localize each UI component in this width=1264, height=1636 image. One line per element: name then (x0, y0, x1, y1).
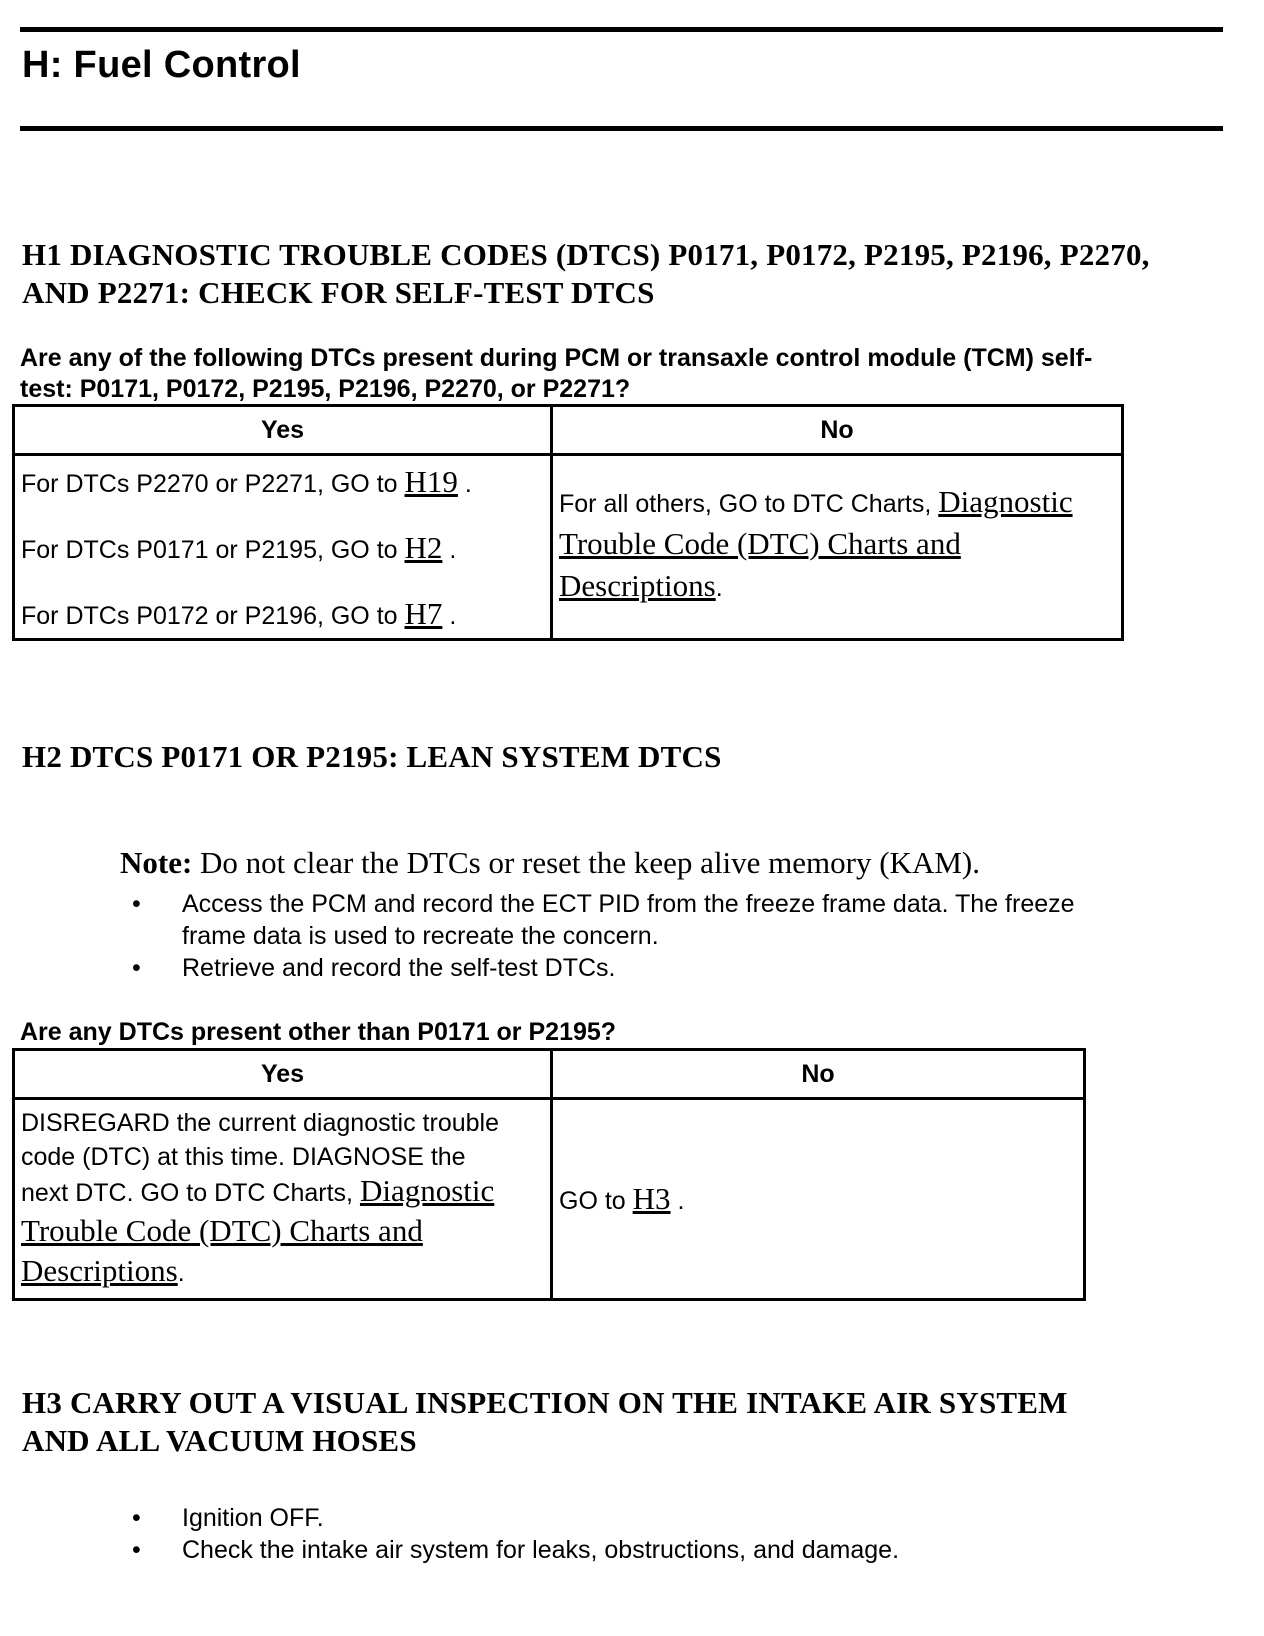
section-h2-heading: H2 DTCS P0171 OR P2195: LEAN SYSTEM DTCS (22, 739, 722, 774)
link-h7[interactable]: H7 (404, 596, 443, 631)
h3-bullet-list (132, 1502, 1192, 1566)
heading-line: AND ALL VACUUM HOSES (22, 1423, 417, 1458)
link-dtc-charts[interactable]: Diagnostic Trouble Code (DTC) Charts and Descriptions (559, 484, 1073, 603)
bullet-icon: • (132, 890, 141, 918)
bullet-icon: • (132, 1504, 141, 1532)
note-label: Note: (120, 845, 193, 880)
h2-note (120, 845, 980, 881)
question-line: test: P0171, P0172, P2195, P2196, P2270, or P2271? (20, 375, 631, 403)
top-rule (20, 27, 1223, 32)
h1-question (20, 343, 1220, 405)
heading-line: AND P2271: CHECK FOR SELF-TEST DTCS (22, 275, 655, 310)
heading-line: H3 CARRY OUT A VISUAL INSPECTION ON THE INTAKE AIR SYSTEM (22, 1385, 1068, 1420)
h1-decision-table (12, 404, 1124, 641)
link-h3[interactable]: H3 (632, 1181, 671, 1216)
list-item: • Access the PCM and record the ECT PID from the freeze frame data. The freeze frame data is used to recreate the concern. (132, 890, 1075, 950)
title-bottom-rule (20, 126, 1223, 131)
section-h3-heading (22, 1384, 1232, 1460)
h2-question: Are any DTCs present other than P0171 or P2195? (20, 1018, 617, 1046)
yes-row: For DTCs P2270 or P2271, GO to H19 . (21, 464, 472, 499)
list-item: • Ignition OFF. (132, 1504, 324, 1532)
h2-decision-table (12, 1048, 1086, 1301)
question-line: Are any of the following DTCs present during PCM or transaxle control module (TCM) self- (20, 344, 1093, 372)
section-h1-heading (22, 236, 1232, 312)
link-h19[interactable]: H19 (404, 464, 458, 499)
no-cell: For all others, GO to DTC Charts, Diagnostic Trouble Code (DTC) Charts and Descriptions. (552, 455, 1123, 640)
yes-column-header: Yes (14, 406, 552, 455)
link-dtc-charts[interactable]: Diagnostic Trouble Code (DTC) Charts and Descriptions (21, 1173, 495, 1288)
h2-bullet-list (132, 888, 1192, 984)
link-h2[interactable]: H2 (404, 530, 443, 565)
list-item: • Retrieve and record the self-test DTCs. (132, 954, 616, 982)
list-item: • Check the intake air system for leaks, obstructions, and damage. (132, 1536, 900, 1564)
yes-column-header: Yes (14, 1050, 552, 1099)
no-column-header: No (552, 406, 1123, 455)
yes-row: For DTCs P0171 or P2195, GO to H2 . (21, 530, 457, 565)
yes-row: For DTCs P0172 or P2196, GO to H7 . (21, 596, 457, 631)
no-column-header: No (552, 1050, 1085, 1099)
yes-cell: DISREGARD the current diagnostic trouble code (DTC) at this time. DIAGNOSE the next DTC. GO to DTC Charts, Diagnostic Trouble Code (DTC) Charts and Descriptions. (14, 1099, 552, 1300)
heading-line: H1 DIAGNOSTIC TROUBLE CODES (DTCS) P0171, P0172, P2195, P2196, P2270, (22, 237, 1150, 272)
yes-cell (14, 455, 552, 640)
no-cell: GO to H3 . (552, 1099, 1085, 1300)
bullet-icon: • (132, 1536, 141, 1564)
note-text: Do not clear the DTCs or reset the keep alive memory (KAM). (192, 845, 980, 880)
page-title: H: Fuel Control (22, 44, 301, 86)
bullet-icon: • (132, 954, 141, 982)
